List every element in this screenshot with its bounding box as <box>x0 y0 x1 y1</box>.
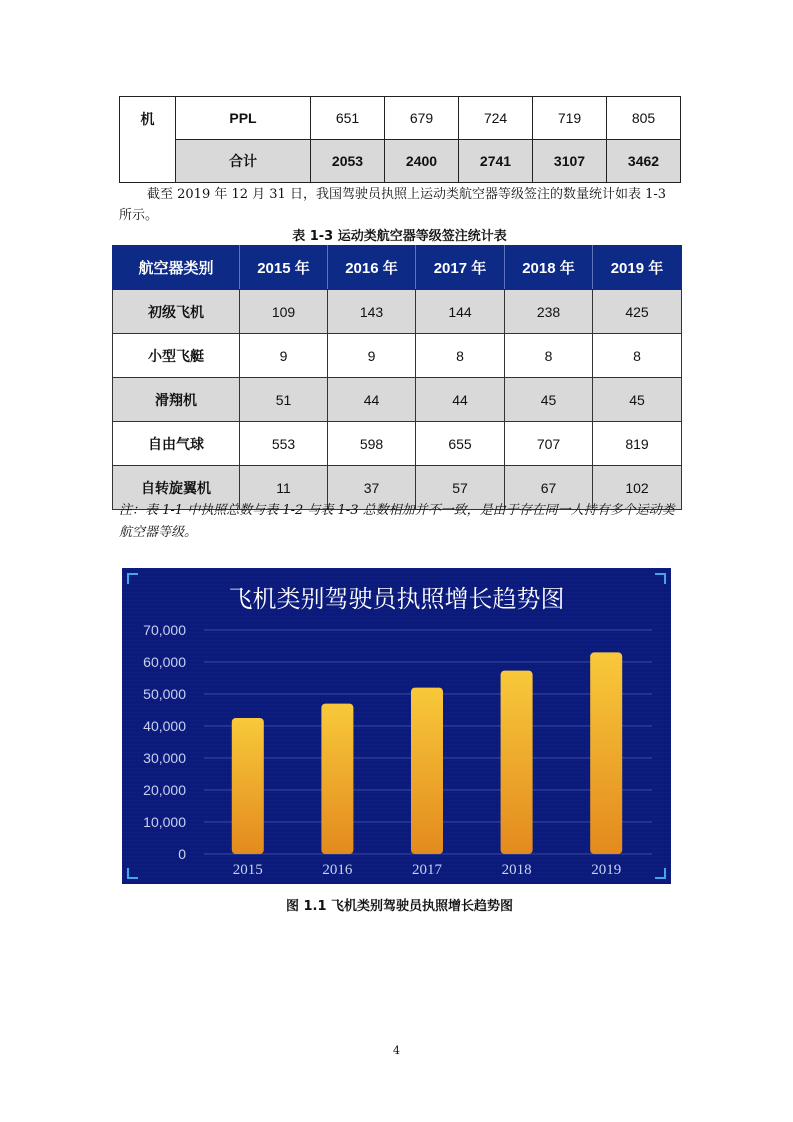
column-header: 2019 年 <box>593 246 682 290</box>
table-cell: 2053 <box>311 140 385 183</box>
y-tick-label: 30,000 <box>143 750 186 766</box>
y-tick-label: 0 <box>178 846 186 862</box>
license-growth-chart <box>122 568 671 884</box>
table-cell: 44 <box>328 378 416 422</box>
category-cell: 自转旋翼机 <box>113 466 240 510</box>
table-row <box>113 334 682 378</box>
table-row <box>113 290 682 334</box>
column-header: 2015 年 <box>240 246 328 290</box>
x-tick-label: 2018 <box>501 862 532 878</box>
category-cell: 小型飞艇 <box>113 334 240 378</box>
table-cell: 719 <box>533 97 607 140</box>
bar-2015 <box>232 718 264 854</box>
table-cell: 144 <box>416 290 505 334</box>
column-header: 2017 年 <box>416 246 505 290</box>
table-cell: 109 <box>240 290 328 334</box>
x-tick-label: 2019 <box>591 862 622 878</box>
x-tick-label: 2015 <box>232 862 263 878</box>
table-row <box>120 140 681 183</box>
bar-2016 <box>321 704 353 854</box>
bar-2019 <box>590 652 622 854</box>
table-cell: 143 <box>328 290 416 334</box>
table-cell: 724 <box>459 97 533 140</box>
chart-title: 飞机类别驾驶员执照增长趋势图 <box>228 585 565 613</box>
x-tick-label: 2016 <box>322 862 353 878</box>
figure-caption: 图 1.1 飞机类别驾驶员执照增长趋势图 <box>285 899 514 914</box>
y-tick-label: 60,000 <box>143 654 186 670</box>
table-cell: 805 <box>607 97 681 140</box>
x-tick-label: 2017 <box>412 862 442 878</box>
column-header: 2016 年 <box>328 246 416 290</box>
table-cell: 3107 <box>533 140 607 183</box>
body-paragraph: 截至 2019 年 12 月 31 日，我国驾驶员执照上运动类航空器等级签注的数量统计如表 1-3 所示。 <box>119 187 667 223</box>
category-cell: 初级飞机 <box>113 290 240 334</box>
table-cell: 51 <box>240 378 328 422</box>
table-cell: 819 <box>593 422 682 466</box>
bar-2017 <box>411 688 443 854</box>
sport-aircraft-rating-table <box>112 245 682 510</box>
table-cell: 655 <box>416 422 505 466</box>
table-cell: 9 <box>240 334 328 378</box>
table-cell: 102 <box>593 466 682 510</box>
chart-svg <box>122 568 671 884</box>
row-label: 合计 <box>176 140 311 183</box>
table-cell: 67 <box>505 466 593 510</box>
table-cell: 45 <box>593 378 682 422</box>
table-cell: 679 <box>385 97 459 140</box>
table-cell: 8 <box>416 334 505 378</box>
bar-2018 <box>501 671 533 854</box>
table-cell: 44 <box>416 378 505 422</box>
row-head-cell: 机 <box>120 97 176 183</box>
table-caption: 表 1-3 运动类航空器等级签注统计表 <box>292 229 507 244</box>
table-cell: 57 <box>416 466 505 510</box>
table-cell: 11 <box>240 466 328 510</box>
aircraft-license-table-continued <box>119 96 681 183</box>
table-row <box>113 378 682 422</box>
y-tick-label: 70,000 <box>143 622 186 638</box>
table-cell: 553 <box>240 422 328 466</box>
category-cell: 自由气球 <box>113 422 240 466</box>
table-cell: 37 <box>328 466 416 510</box>
table-cell: 8 <box>505 334 593 378</box>
y-tick-label: 10,000 <box>143 814 186 830</box>
y-tick-label: 20,000 <box>143 782 186 798</box>
table-cell: 425 <box>593 290 682 334</box>
category-cell: 滑翔机 <box>113 378 240 422</box>
table-cell: 598 <box>328 422 416 466</box>
table-cell: 2741 <box>459 140 533 183</box>
table-cell: 8 <box>593 334 682 378</box>
row-label: PPL <box>176 97 311 140</box>
table-row <box>120 97 681 140</box>
table-cell: 3462 <box>607 140 681 183</box>
table-cell: 9 <box>328 334 416 378</box>
table-cell: 651 <box>311 97 385 140</box>
page-number: 4 <box>393 1044 400 1057</box>
column-header: 2018 年 <box>505 246 593 290</box>
y-tick-label: 50,000 <box>143 686 186 702</box>
table-row <box>113 422 682 466</box>
table-header-row <box>113 246 682 290</box>
table-cell: 238 <box>505 290 593 334</box>
table-note: 注：表 1-1 中执照总数与表 1-2 与表 1-3 总数相加并不一致，是由于存在同一人持有多个运动类航空器等级。 <box>119 503 675 540</box>
column-header: 航空器类别 <box>113 246 240 290</box>
y-tick-label: 40,000 <box>143 718 186 734</box>
table-cell: 2400 <box>385 140 459 183</box>
table-cell: 45 <box>505 378 593 422</box>
table-cell: 707 <box>505 422 593 466</box>
